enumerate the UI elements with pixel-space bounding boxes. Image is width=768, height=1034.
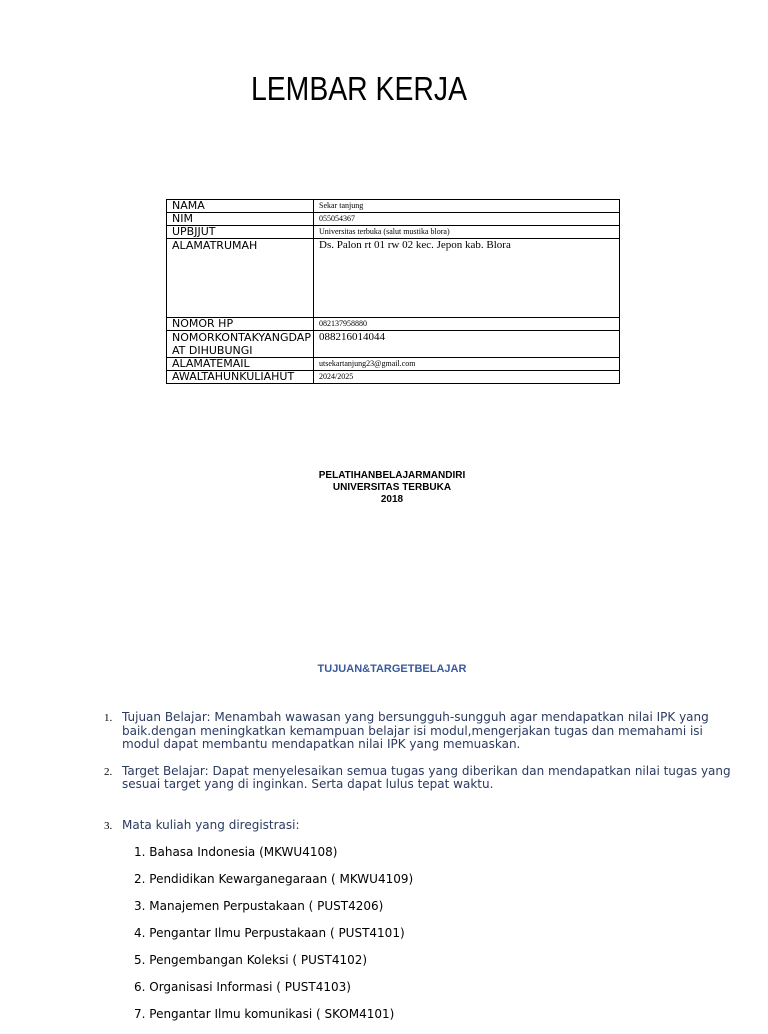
page-title: LEMBAR KERJA <box>250 70 468 107</box>
row-label: UPBJJUT <box>167 226 314 239</box>
list-item <box>100 819 740 833</box>
list-item <box>100 711 740 752</box>
university-name: UNIVERSITAS TERBUKA <box>332 482 452 493</box>
row-value: Sekar tanjung <box>314 200 620 213</box>
table-row <box>167 318 620 331</box>
program-name: PELATIHANBELAJARMANDIRI <box>318 470 466 481</box>
row-value: 055054367 <box>314 213 620 226</box>
row-label: NOMOR HP <box>167 318 314 331</box>
table-row <box>167 200 620 213</box>
table-row <box>167 371 620 384</box>
row-value: 088216014044 <box>314 331 620 358</box>
list-text: Tujuan Belajar: Menambah wawasan yang bersungguh-sungguh agar mendapatkan nilai IPK yang baik.dengan meningkatkan kemampuan belajar isi modul,mengerjakan tugas dan memahami isi modul dapat membantu mendapatkan nilai IPK yang memuaskan. <box>122 710 709 751</box>
section-heading: TUJUAN&TARGETBELAJAR <box>317 663 467 675</box>
list-number: 1. <box>104 712 113 724</box>
program-year: 2018 <box>380 494 404 505</box>
list-item: 7. Pengantar Ilmu komunikasi ( SKOM4101) <box>134 1007 395 1021</box>
list-text: Target Belajar: Dapat menyelesaikan semua tugas yang diberikan dan mendapatkan nilai tugas yang sesuai target yang di inginkan. Serta dapat lulus tepat waktu. <box>122 763 731 791</box>
table-row <box>167 213 620 226</box>
table-row <box>167 226 620 239</box>
row-value: 2024/2025 <box>314 371 620 384</box>
row-value: Universitas terbuka (salut mustika blora) <box>314 226 620 239</box>
list-item: 2. Pendidikan Kewarganegaraan ( MKWU4109) <box>134 872 414 886</box>
row-label: ALAMATEMAIL <box>167 358 314 371</box>
list-item <box>100 765 740 792</box>
row-label: NIM <box>167 213 314 226</box>
row-label: NOMORKONTAKYANGDAPAT DIHUBUNGI <box>167 331 314 358</box>
list-item: 1. Bahasa Indonesia (MKWU4108) <box>134 845 338 859</box>
table-row <box>167 239 620 318</box>
table-row <box>167 331 620 358</box>
row-value: Ds. Palon rt 01 rw 02 kec. Jepon kab. Blora <box>314 239 620 318</box>
course-list <box>134 845 413 1034</box>
list-number: 2. <box>104 765 113 778</box>
row-value: utsekartanjung23@gmail.com <box>314 358 620 371</box>
row-label: AWALTAHUNKULIAHUT <box>167 371 314 384</box>
list-item: 4. Pengantar Ilmu Perpustakaan ( PUST4101) <box>134 926 405 940</box>
list-item: 3. Manajemen Perpustakaan ( PUST4206) <box>134 899 384 913</box>
list-item: 5. Pengembangan Koleksi ( PUST4102) <box>134 953 368 967</box>
row-label: NAMA <box>167 200 314 213</box>
program-heading <box>0 470 768 506</box>
goals-list <box>100 711 740 845</box>
student-info-table <box>166 199 620 384</box>
list-item: 6. Organisasi Informasi ( PUST4103) <box>134 980 351 994</box>
table-row <box>167 358 620 371</box>
row-value: 082137958880 <box>314 318 620 331</box>
row-label: ALAMATRUMAH <box>167 239 314 318</box>
list-number: 3. <box>104 819 113 832</box>
list-text: Mata kuliah yang diregistrasi: <box>122 817 300 832</box>
